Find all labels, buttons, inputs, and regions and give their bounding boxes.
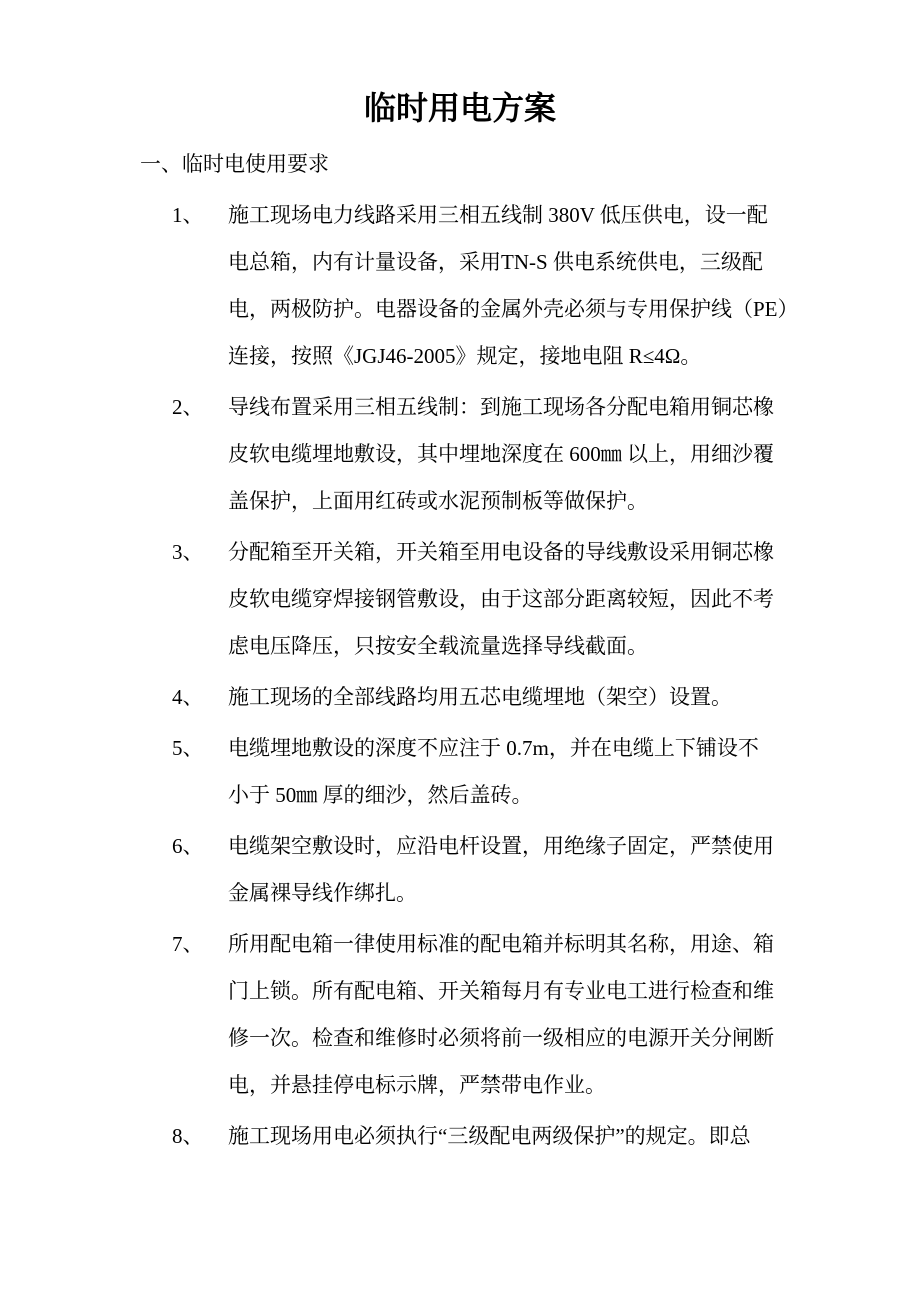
- text-line: 施工现场的全部线路均用五芯电缆埋地（架空）设置。: [228, 685, 732, 709]
- item-number: 4、: [172, 685, 204, 709]
- list-item: [0, 921, 920, 1109]
- text-line: 电，两极防护。电器设备的金属外壳必须与专用保护线（PE）: [228, 297, 799, 321]
- text-line: 门上锁。所有配电箱、开关箱每月有专业电工进行检查和维: [228, 979, 774, 1003]
- item-number: 3、: [172, 540, 204, 564]
- list-item: [0, 823, 920, 917]
- item-text: [228, 674, 798, 721]
- text-line: 电缆埋地敷设的深度不应注于 0.7m，并在电缆上下铺设不: [228, 736, 759, 760]
- text-line: 金属裸导线作绑扎。: [228, 881, 417, 905]
- item-text: [228, 725, 798, 819]
- text-line: 连接，按照《JGJ46-2005》规定，接地电阻 R≤4Ω。: [228, 344, 702, 368]
- list-item: [0, 725, 920, 819]
- item-text: [228, 384, 798, 525]
- text-line: 小于 50㎜ 厚的细沙，然后盖砖。: [228, 783, 533, 807]
- item-number: 5、: [172, 736, 204, 760]
- list-item: [0, 192, 920, 380]
- text-line: 电，并悬挂停电标示牌，严禁带电作业。: [228, 1073, 606, 1097]
- item-number: 2、: [172, 395, 204, 419]
- item-text: [228, 1113, 798, 1160]
- text-line: 导线布置采用三相五线制：到施工现场各分配电箱用铜芯橡: [228, 395, 774, 419]
- text-line: 施工现场电力线路采用三相五线制 380V 低压供电，设一配: [228, 203, 768, 227]
- text-line: 皮软电缆穿焊接钢管敷设，由于这部分距离较短，因此不考: [228, 587, 774, 611]
- text-line: 盖保护，上面用红砖或水泥预制板等做保护。: [228, 489, 648, 513]
- list-item: [0, 1113, 920, 1160]
- list-item: [0, 384, 920, 525]
- text-line: 修一次。检查和维修时必须将前一级相应的电源开关分闸断: [228, 1026, 774, 1050]
- item-text: [228, 192, 798, 380]
- section-heading: 一、临时电使用要求: [140, 152, 329, 176]
- list-item: [0, 674, 920, 721]
- item-number: 7、: [172, 932, 204, 956]
- requirements-list: [0, 192, 920, 1164]
- text-line: 分配箱至开关箱，开关箱至用电设备的导线敷设采用铜芯橡: [228, 540, 774, 564]
- text-line: 电缆架空敷设时，应沿电杆设置，用绝缘子固定，严禁使用: [228, 834, 774, 858]
- text-line: 所用配电箱一律使用标准的配电箱并标明其名称，用途、箱: [228, 932, 774, 956]
- text-line: 电总箱，内有计量设备，采用TN-S 供电系统供电，三级配: [228, 250, 763, 274]
- text-line: 虑电压降压，只按安全载流量选择导线截面。: [228, 634, 648, 658]
- item-text: [228, 921, 798, 1109]
- item-number: 8、: [172, 1124, 204, 1148]
- list-item: [0, 529, 920, 670]
- item-text: [228, 529, 798, 670]
- document-title: 临时用电方案: [363, 90, 556, 126]
- item-number: 6、: [172, 834, 204, 858]
- text-line: 施工现场用电必须执行“三级配电两级保护”的规定。即总: [228, 1124, 751, 1148]
- text-line: 皮软电缆埋地敷设，其中埋地深度在 600㎜ 以上，用细沙覆: [228, 442, 774, 466]
- item-text: [228, 823, 798, 917]
- item-number: 1、: [172, 203, 204, 227]
